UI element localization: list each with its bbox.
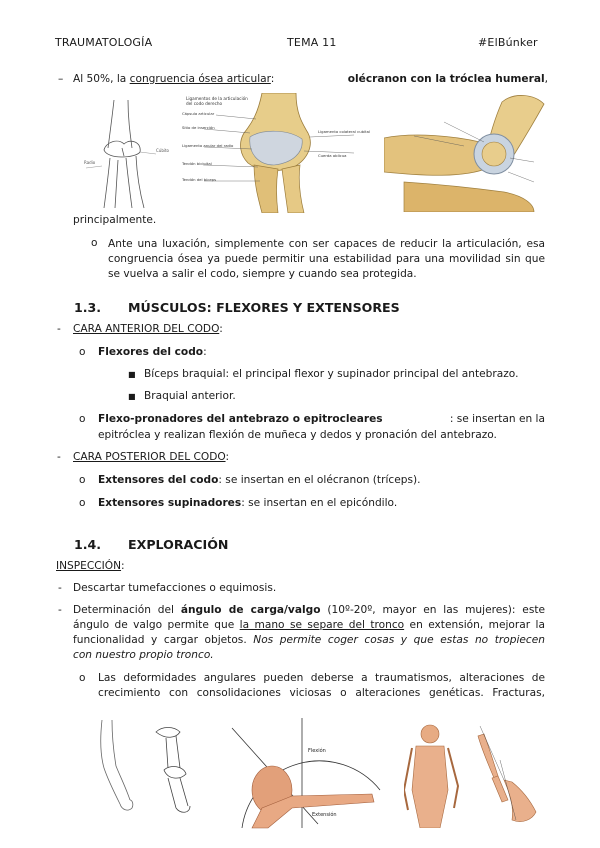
intro-bold: olécranon con la tróclea humeral — [347, 73, 545, 85]
arm-sketch-figure — [86, 718, 146, 818]
tumefacciones-dash: - — [58, 582, 62, 594]
anterior-title: CARA ANTERIOR DEL CODO — [73, 323, 220, 335]
luxacion-bullet: o — [91, 237, 98, 249]
fig-label-3: Tendón bicipital — [182, 161, 212, 166]
angulo-line-3 — [73, 634, 545, 646]
angulo-line-1 — [73, 604, 545, 616]
section-1-3-number: 1.3. — [74, 300, 102, 315]
elbow-joint-section-figure — [384, 92, 552, 212]
deformidades-bullet: o — [79, 672, 86, 684]
inspeccion-title: INSPECCIÓN — [56, 560, 122, 572]
elbow-ligaments-figure — [178, 93, 374, 213]
intro-dash: – — [58, 73, 64, 85]
intro-congruencia: congruencia ósea articular — [129, 73, 271, 85]
skeleton-arm-figure — [146, 722, 206, 818]
intro-pre: Al 50%, la — [73, 73, 130, 85]
header-right: #ElBúnker — [478, 36, 538, 49]
angulo-dash: - — [58, 604, 62, 616]
braquial-bullet: ■ — [128, 392, 136, 401]
intro-cont: principalmente. — [73, 214, 157, 226]
flexopronadores-bullet: o — [79, 413, 86, 425]
carrying-angle-figure — [404, 720, 544, 828]
svg-text:Radio: Radio — [84, 160, 96, 165]
angulo-pre: Determinación del — [73, 604, 181, 616]
extensores-text: : se insertan en el olécranon (tríceps). — [218, 474, 421, 486]
angulo-l3: funcionalidad y cargar objetos. — [73, 634, 254, 646]
angulo-line-2 — [73, 619, 545, 631]
section-1-4-title: EXPLORACIÓN — [128, 537, 229, 552]
braquial-text: Braquial anterior. — [144, 390, 236, 402]
extensores-bullet: o — [79, 474, 86, 486]
posterior-colon: : — [225, 451, 230, 463]
angulo-l2-pre: ángulo de valgo permite que — [73, 619, 240, 631]
fig-label-1: Sitio de inserción — [182, 125, 215, 130]
flexopronadores-bold: Flexo-pronadores del antebrazo o epitrocleares — [98, 413, 383, 425]
inspeccion-colon: : — [121, 560, 125, 572]
angulo-line-4: con nuestro propio tronco. — [73, 649, 214, 661]
deformidades-line-2: crecimiento con consolidaciones viciosas o alteraciones genéticas. Fracturas, — [98, 687, 545, 699]
biceps-bullet: ■ — [128, 370, 136, 379]
fig-title-2: del codo derecho — [186, 101, 223, 106]
intro-comma: , — [544, 73, 548, 85]
extensores-line — [98, 474, 420, 486]
supinadores-line — [98, 497, 397, 509]
supinadores-bold: Extensores supinadores — [98, 497, 242, 509]
flexores-colon: : — [203, 346, 207, 358]
anterior-colon: : — [219, 323, 223, 335]
section-1-4-number: 1.4. — [74, 537, 102, 552]
angulo-l2-underline: la mano se separe del tronco — [239, 619, 405, 631]
extensores-bold: Extensores del codo — [98, 474, 219, 486]
biceps-text: Bíceps braquial: el principal flexor y supinador principal del antebrazo. — [144, 368, 519, 380]
header-center: TEMA 11 — [287, 36, 337, 49]
posterior-dash: - — [57, 451, 61, 463]
flexion-extension-figure — [222, 712, 388, 830]
section-1-3-title: MÚSCULOS: FLEXORES Y EXTENSORES — [128, 300, 400, 315]
svg-text:Cúbito: Cúbito — [156, 148, 169, 153]
anterior-dash: - — [57, 323, 61, 335]
flexores-bullet: o — [79, 346, 86, 358]
supinadores-bullet: o — [79, 497, 86, 509]
fig-label-5: Cuerda oblicua — [318, 153, 347, 158]
anterior-heading — [73, 323, 223, 335]
fig-title-1: Ligamentos de la articulación — [186, 96, 248, 101]
flexopronadores-text-2: epitróclea y realizan flexión de muñeca y dedos y pronación del antebrazo. — [98, 429, 497, 441]
angulo-post: (10º-20º, mayor en las mujeres): este — [320, 604, 546, 616]
elbow-skeleton-figure — [84, 98, 172, 210]
posterior-heading — [73, 451, 229, 463]
deformidades-line-1: Las deformidades angulares pueden deberse a traumatismos, alteraciones de — [98, 672, 545, 684]
fig-label-2: Ligamento anular del radio — [182, 143, 234, 148]
flexopronadores-line-1 — [98, 413, 545, 425]
angulo-l2-post: en extensión, mejorar la — [404, 619, 545, 631]
angulo-bold: ángulo de carga/valgo — [180, 604, 321, 616]
inspeccion-heading — [56, 560, 125, 572]
header-left: TRAUMATOLOGÍA — [55, 36, 153, 49]
angulo-l3-italic: Nos permite coger cosas y que estas no tropiecen — [253, 634, 545, 646]
label-flexion: Flexión — [308, 748, 326, 754]
fig-label-6: Tendón del bíceps — [182, 177, 217, 182]
tumefacciones-text: Descartar tumefacciones o equimosis. — [73, 582, 277, 594]
fig-label-4: Ligamento colateral cubital — [318, 129, 370, 134]
supinadores-text: : se insertan en el epicóndilo. — [241, 497, 398, 509]
label-extension: Extensión — [312, 812, 337, 818]
luxacion-text: Ante una luxación, simplemente con ser capaces de reducir la articulación, esa congruencia ósea ya puede permitir una estabilidad para una movilidad sin que se vuelva a salir el codo, siempre y cuando sea protegida. — [108, 238, 545, 280]
flexores-bold: Flexores del codo — [98, 346, 204, 358]
intro-line — [73, 73, 548, 85]
fig-label-0: Cápsula articular — [182, 111, 215, 116]
flexores-line — [98, 346, 207, 358]
intro-colon: : — [270, 73, 275, 85]
posterior-title: CARA POSTERIOR DEL CODO — [73, 451, 226, 463]
flexopronadores-text-1: : se insertan en la — [449, 413, 545, 425]
